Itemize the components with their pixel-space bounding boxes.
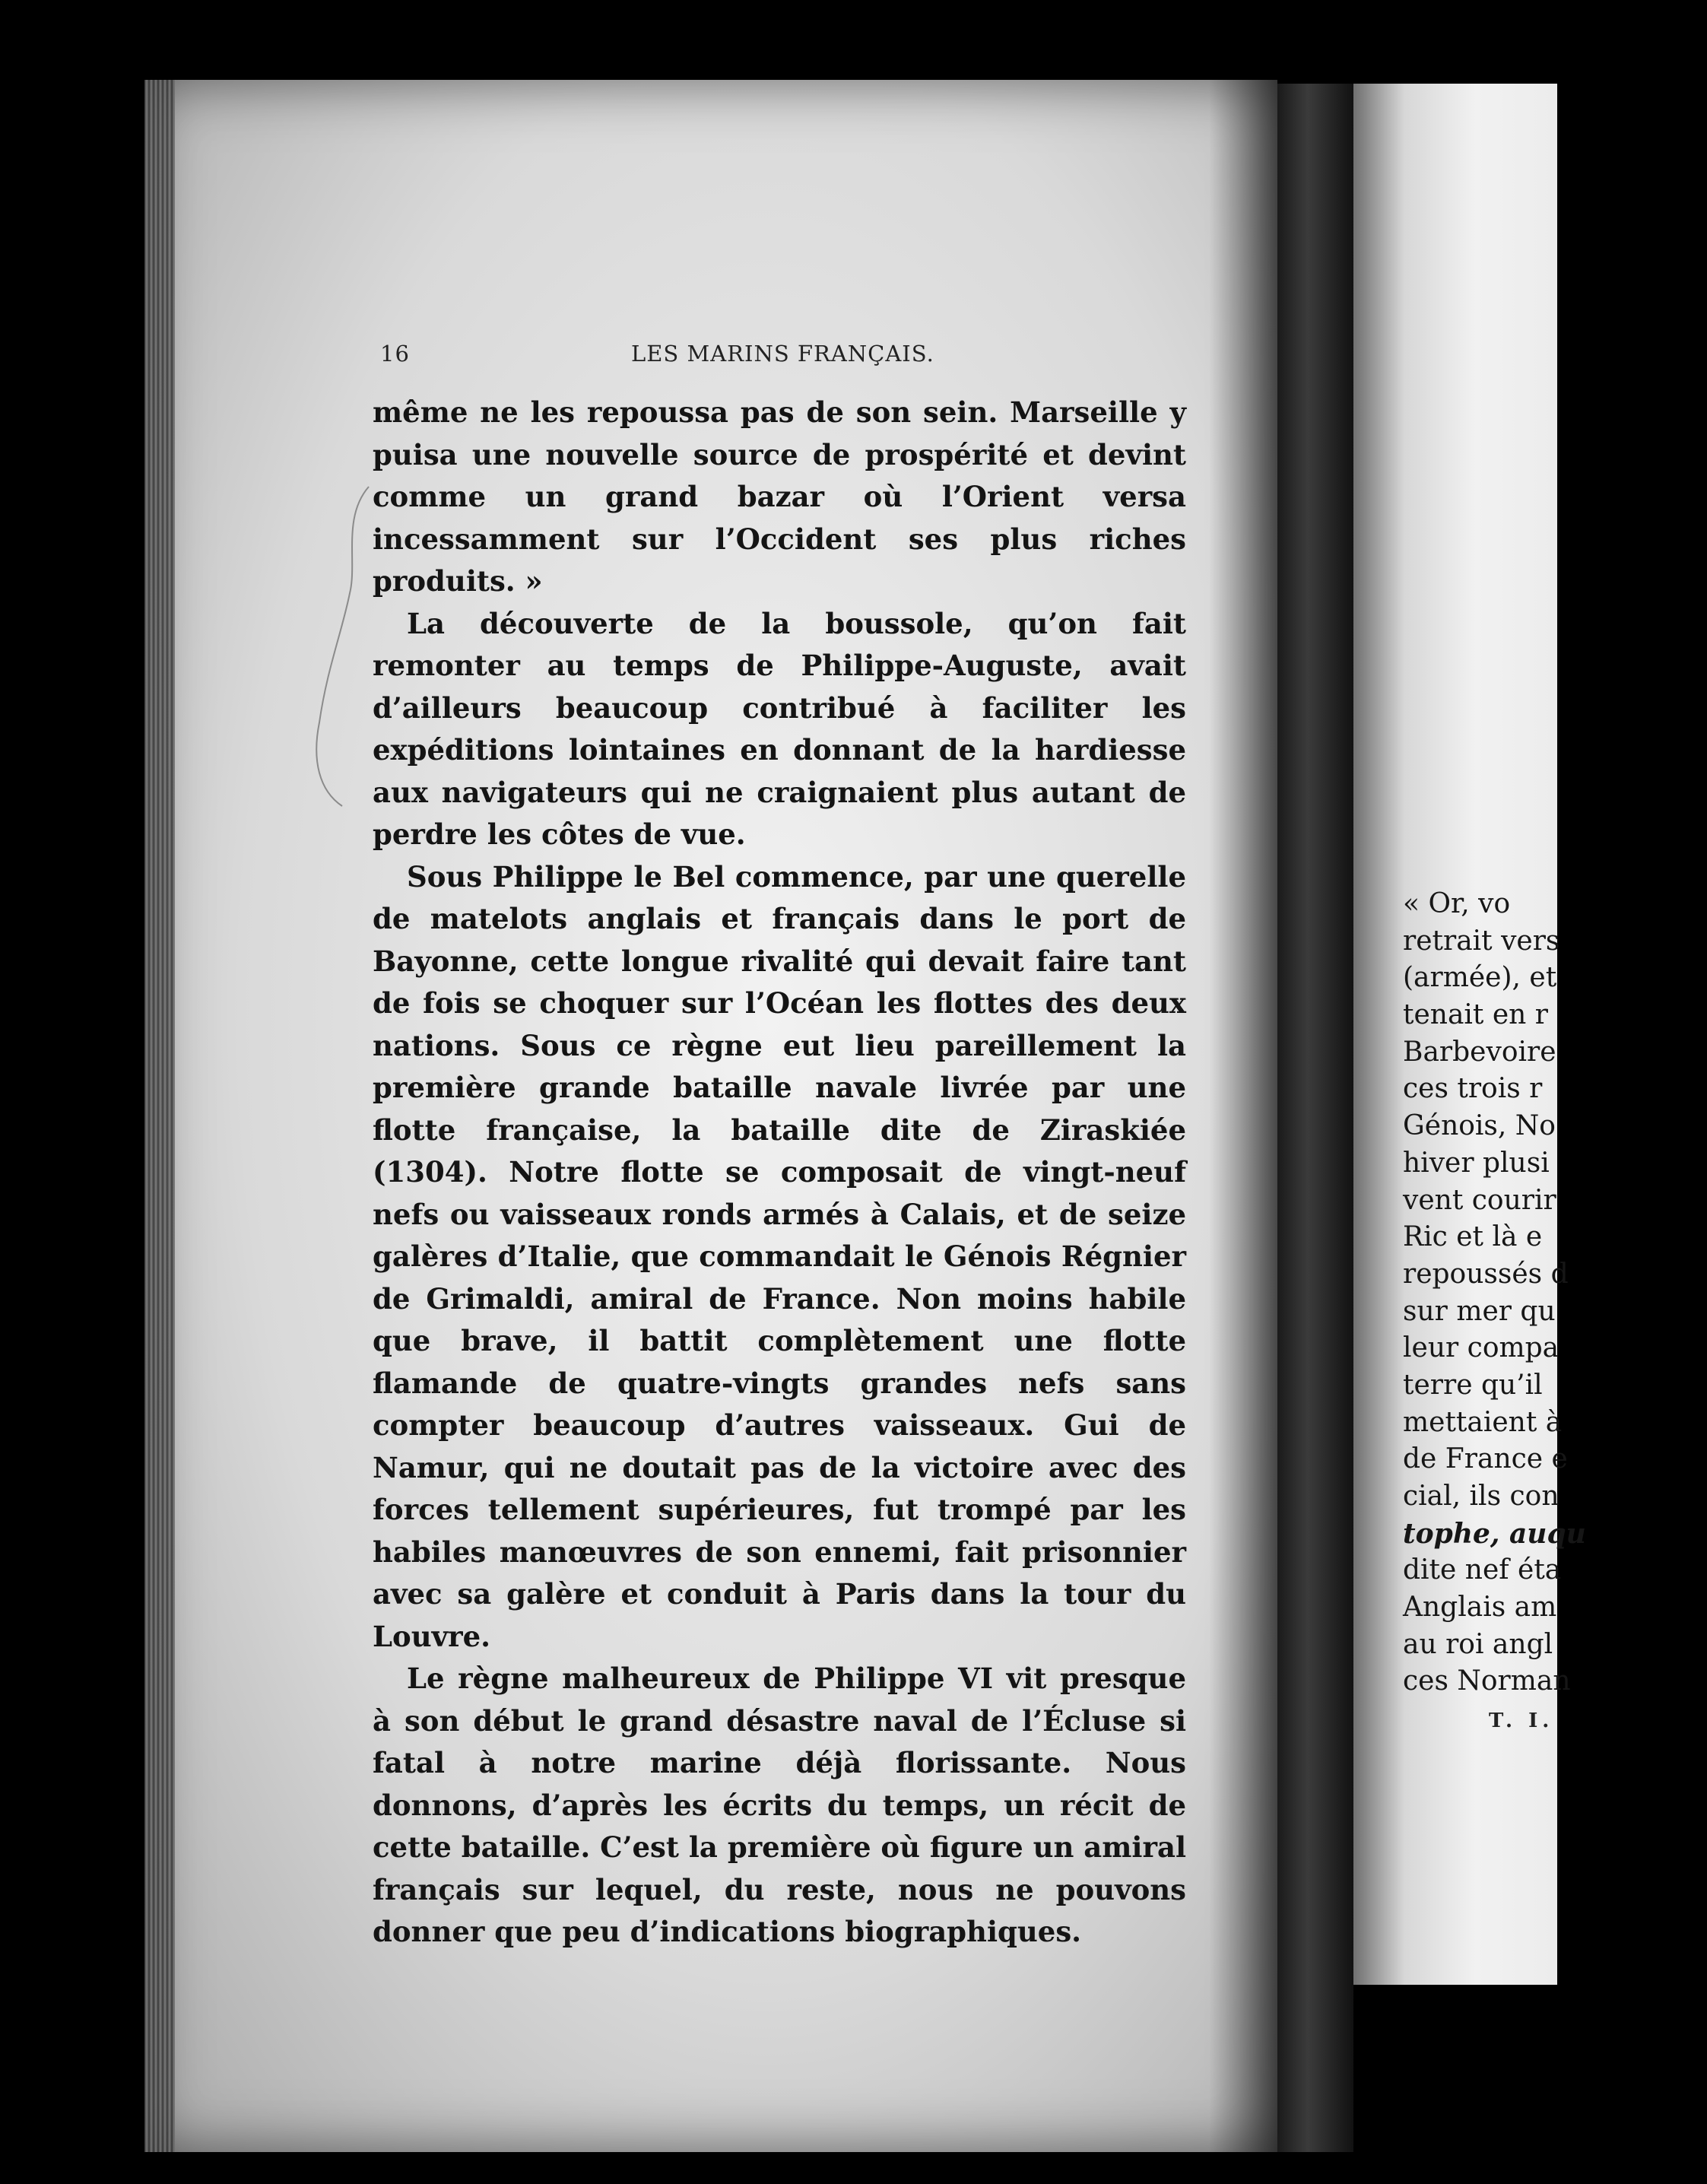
paragraph-3: Sous Philippe le Bel commence, par une querelle de matelots anglais et français dans le port de Bayonne, cette longue rivalité qui devait faire tant de fois se choquer sur l’Océan les flottes des deux nations. Sous ce règne eut lieu pareillement la première grande bataille navale livrée par une flotte française, la bataille dite de Ziraskiée (1304). Notre flotte se composait de vingt-neuf nefs ou vaisseaux ronds armés à Calais, et de seize galères d’Italie, que commandait le Génois Régnier de Grimaldi, amiral de France. Non moins habile que brave, il battit complètement une flotte flamande de quatre-vingts grandes nefs sans compter beaucoup d’autres vaisseaux. Gui de Namur, qui ne doutait pas de la victoire avec des forces tellement supérieures, fut trompé par les habiles manœuvres de son ennemi, fait prisonnier avec sa galère et conduit à Paris dans la tour du Louvre. bbox=[373, 859, 1186, 1653]
right-line: (armée), et bbox=[1403, 962, 1557, 994]
right-line: vent courir bbox=[1403, 1184, 1556, 1216]
right-line: terre qu’il bbox=[1403, 1369, 1543, 1401]
running-head: LES MARINS FRANÇAIS. bbox=[631, 341, 934, 367]
right-line: de France e bbox=[1403, 1443, 1568, 1475]
right-line: repoussés d bbox=[1403, 1258, 1569, 1290]
right-line: hiver plusi bbox=[1403, 1147, 1550, 1179]
right-line: Barbevoire bbox=[1403, 1036, 1556, 1068]
signature-mark: T. I. bbox=[1489, 1709, 1554, 1732]
page-header bbox=[380, 341, 1171, 379]
right-line: dite nef éta bbox=[1403, 1554, 1562, 1586]
right-line: Génois, No bbox=[1403, 1110, 1556, 1142]
right-line: mettaient à bbox=[1403, 1406, 1563, 1438]
right-line: au roi angl bbox=[1403, 1628, 1553, 1660]
paragraph-4: Le règne malheureux de Philippe VI vit presque à son début le grand désastre naval de l’Écluse si fatal à notre marine déjà florissante. Nous donnons, d’après les écrits du temps, un récit de cette bataille. C’est la première où figure un amiral français sur lequel, du reste, nous ne pouvons donner que peu d’indications biographiques. bbox=[373, 1662, 1186, 1948]
right-line: retrait vers bbox=[1403, 925, 1560, 957]
right-line: Ric et là e bbox=[1403, 1221, 1543, 1253]
right-line: ces Norman bbox=[1403, 1665, 1571, 1697]
right-line: cial, ils con bbox=[1403, 1481, 1559, 1512]
right-line: « Or, vo bbox=[1403, 888, 1511, 919]
paragraph-1: même ne les repoussa pas de son sein. Marseille y puisa une nouvelle source de prospérité et devint comme un grand bazar où l’Orient versa incessamment sur l’Occident ses plus riches produits. » bbox=[373, 395, 1186, 598]
page-number: 16 bbox=[380, 341, 410, 367]
right-page-text bbox=[1403, 886, 1707, 1700]
right-line: tenait en r bbox=[1403, 999, 1548, 1031]
right-line: ces trois r bbox=[1403, 1073, 1543, 1105]
right-line: Anglais am bbox=[1403, 1592, 1557, 1624]
right-line: leur compa bbox=[1403, 1332, 1559, 1364]
right-line: tophe, auqu bbox=[1403, 1517, 1586, 1550]
right-line: sur mer qu bbox=[1403, 1295, 1556, 1327]
book-gutter bbox=[1277, 84, 1353, 2152]
body-text bbox=[373, 392, 1186, 1954]
paragraph-2: La découverte de la boussole, qu’on fait remonter au temps de Philippe-Auguste, avait d’ailleurs beaucoup contribué à faciliter les expéditions lointaines en donnant de la hardiesse aux navigateurs qui ne craignaient plus autant de perdre les côtes de vue. bbox=[373, 606, 1186, 851]
